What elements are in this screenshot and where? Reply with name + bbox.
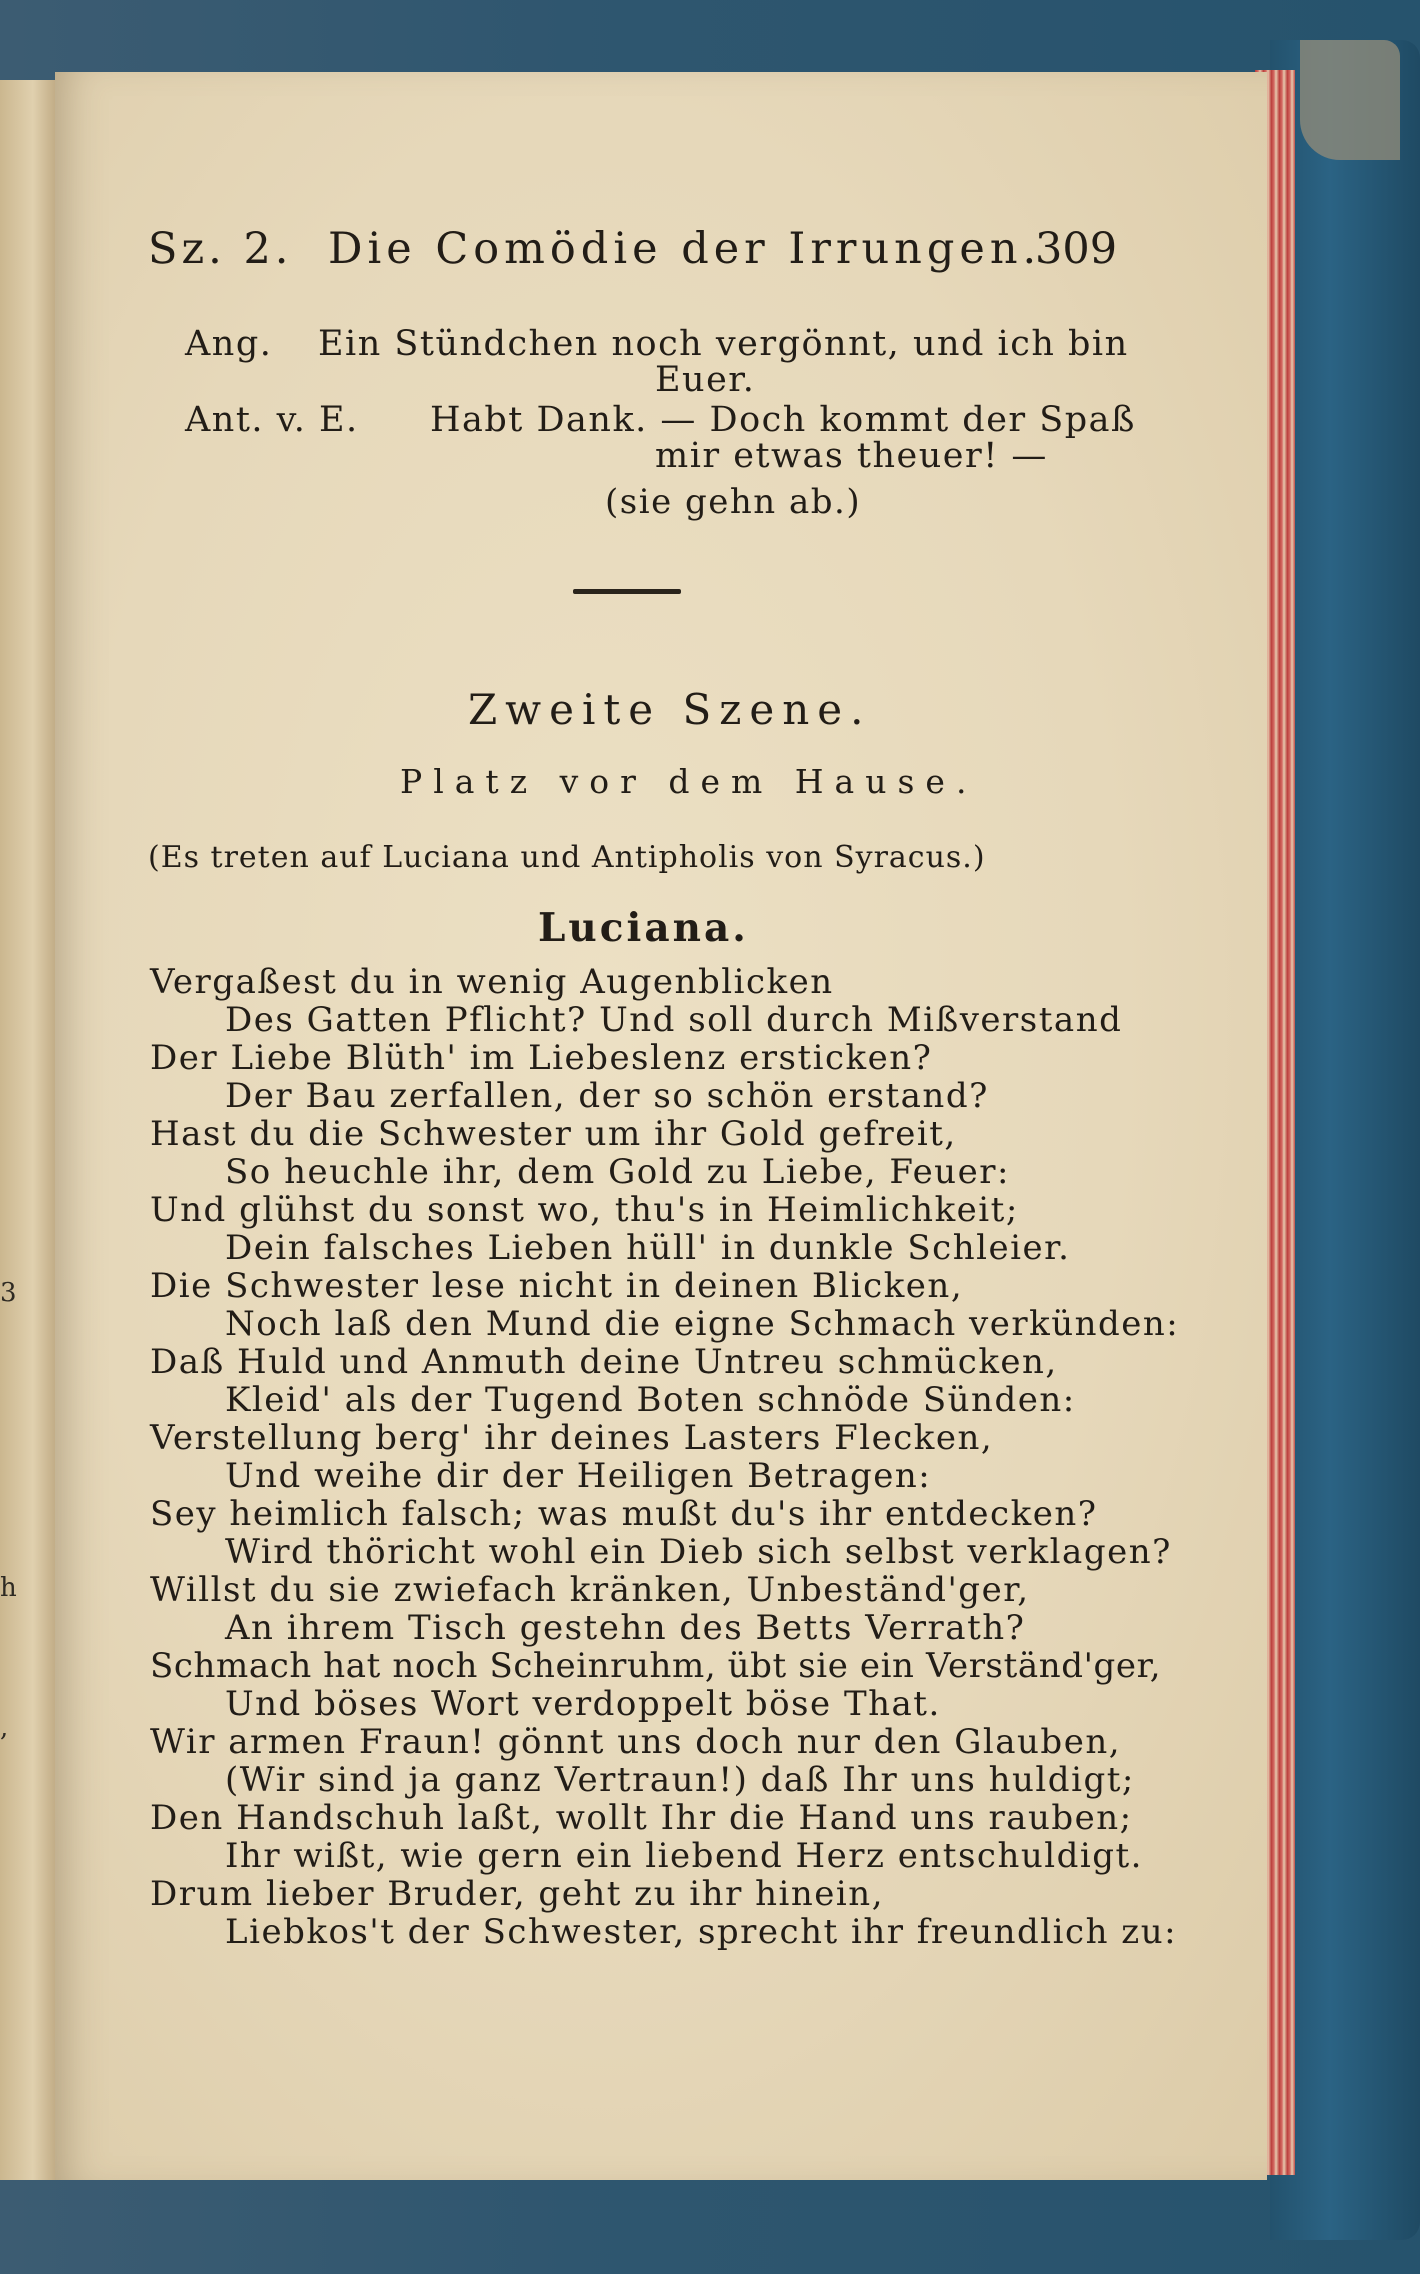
verse-line: Verstellung berg' ihr deines Lasters Flecken, <box>150 1418 994 1458</box>
verse-line: Und böses Wort verdoppelt böse That. <box>225 1684 941 1724</box>
left-page-mark: h <box>0 1573 17 1603</box>
verse-line: Den Handschuh laßt, wollt Ihr die Hand uns rauben; <box>150 1798 1133 1838</box>
verse-line: Ihr wißt, wie gern ein liebend Herz entschuldigt. <box>225 1836 1143 1876</box>
left-page-mark: , <box>0 1713 9 1743</box>
verse-line: Wird thöricht wohl ein Dieb sich selbst verklagen? <box>225 1532 1172 1572</box>
scene-number: Sz. 2. <box>148 224 293 274</box>
verse-line: (Wir sind ja ganz Vertraun!) daß Ihr uns huldigt; <box>225 1760 1135 1800</box>
verse-line: Die Schwester lese nicht in deinen Blicken, <box>150 1266 964 1306</box>
verse-line: Der Liebe Blüth' im Liebeslenz ersticken? <box>150 1038 933 1078</box>
dialogue-line: Ein Stündchen noch vergönnt, und ich bin <box>318 324 1129 364</box>
verse-line: Wir armen Fraun! gönnt uns doch nur den Glauben, <box>150 1722 1122 1762</box>
dialogue-line: Euer. <box>655 360 756 400</box>
verse-line: Vergaßest du in wenig Augenblicken <box>150 962 834 1002</box>
verse-line: Willst du sie zwiefach kränken, Unbeständ'ger, <box>150 1570 1030 1610</box>
scene-heading: Zweite Szene. <box>468 685 872 734</box>
verse-line: Daß Huld und Anmuth deine Untreu schmücken, <box>150 1342 1058 1382</box>
verse-line: So heuchle ihr, dem Gold zu Liebe, Feuer: <box>225 1152 1010 1192</box>
verse-line: Sey heimlich falsch; was mußt du's ihr entdecken? <box>150 1494 1098 1534</box>
page-number: 309 <box>1035 224 1118 274</box>
verse-line: Schmach hat noch Scheinruhm, übt sie ein Verständ'ger, <box>150 1646 1162 1686</box>
stage-direction-exit: (sie gehn ab.) <box>605 482 862 522</box>
speaker-label: Ant. v. E. <box>185 400 359 440</box>
verse-line: An ihrem Tisch gestehn des Betts Verrath? <box>225 1608 1026 1648</box>
dialogue-line: mir etwas theuer! — <box>655 436 1048 476</box>
left-page-edge <box>0 80 55 2180</box>
scene-location: Platz vor dem Hause. <box>400 762 978 801</box>
verse-line: Kleid' als der Tugend Boten schnöde Sünden: <box>225 1380 1076 1420</box>
verse-line: Drum lieber Bruder, geht zu ihr hinein, <box>150 1874 885 1914</box>
scene-divider <box>573 589 681 594</box>
dialogue-line: Habt Dank. — Doch kommt der Spaß <box>430 400 1136 440</box>
speaker-label: Ang. <box>185 324 273 364</box>
verse-line: Dein falsches Lieben hüll' in dunkle Schleier. <box>225 1228 1071 1268</box>
verse-line: Des Gatten Pflicht? Und soll durch Mißverstand <box>225 1000 1123 1040</box>
left-page-mark: 3 <box>0 1278 17 1308</box>
stage-direction-entrance: (Es treten auf Luciana und Antipholis von Syracus.) <box>148 840 986 875</box>
running-title: Die Comödie der Irrungen. <box>328 224 1042 274</box>
verse-line: Und glühst du sonst wo, thu's in Heimlichkeit; <box>150 1190 1019 1230</box>
speaker-heading: Luciana. <box>538 905 749 951</box>
verse-line: Und weihe dir der Heiligen Betragen: <box>225 1456 932 1496</box>
verse-line: Der Bau zerfallen, der so schön erstand? <box>225 1076 989 1116</box>
cover-worn-corner <box>1300 40 1400 160</box>
verse-line: Noch laß den Mund die eigne Schmach verkünden: <box>225 1304 1180 1344</box>
verse-line: Liebkos't der Schwester, sprecht ihr freundlich zu: <box>225 1912 1178 1952</box>
verse-line: Hast du die Schwester um ihr Gold gefreit, <box>150 1114 957 1154</box>
